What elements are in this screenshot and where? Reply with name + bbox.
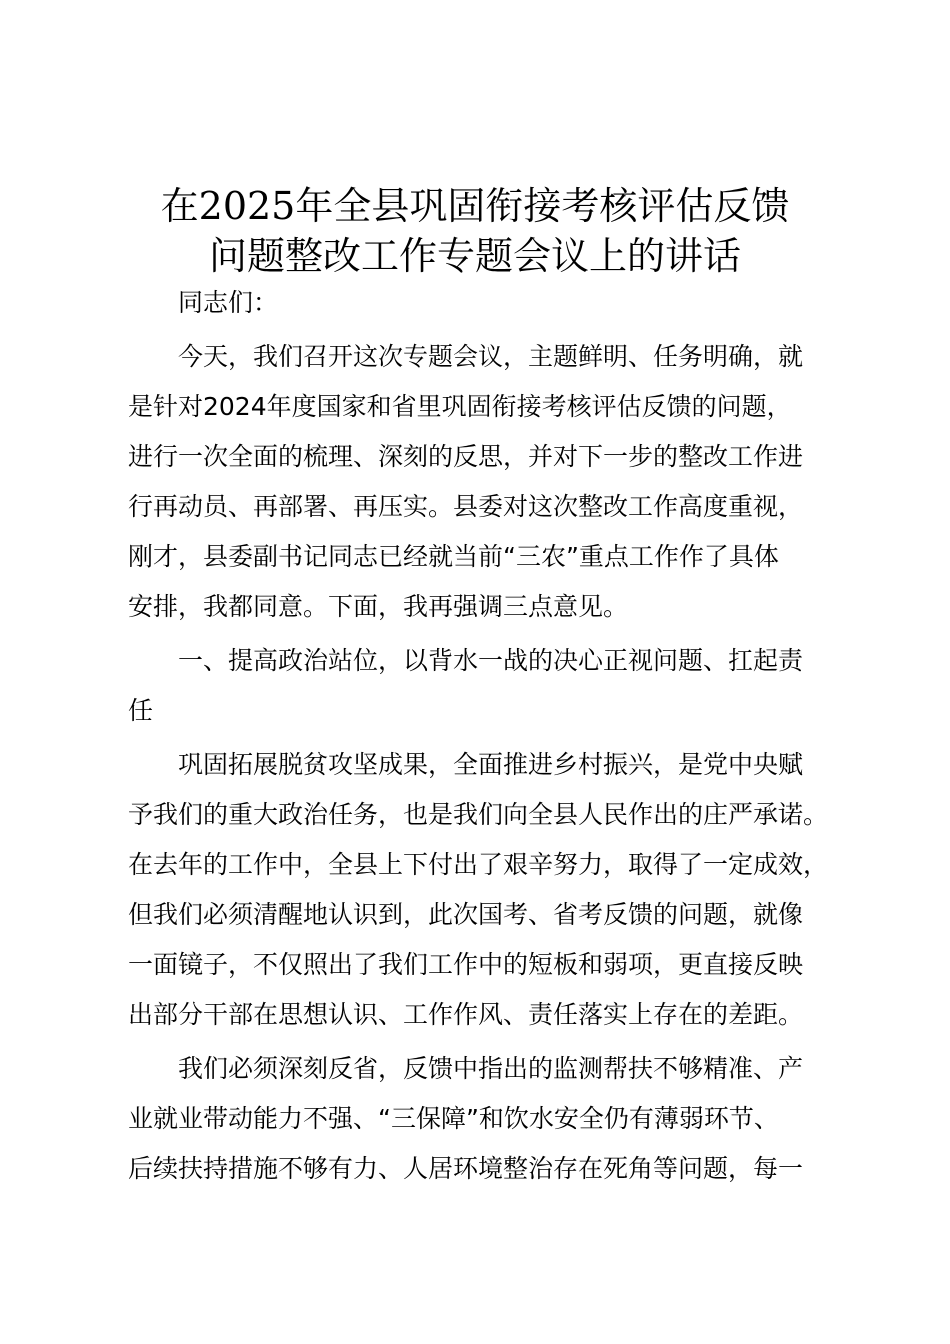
- paragraph-line: 我们必须深刻反省，反馈中指出的监测帮扶不够精准、产: [178, 1054, 804, 1083]
- section-heading-line: 任: [128, 696, 154, 725]
- paragraph-line: 今天，我们召开这次专题会议，主题鲜明、任务明确，就: [178, 342, 804, 371]
- document-title: [100, 181, 850, 281]
- paragraph-line: 予我们的重大政治任务，也是我们向全县人民作出的庄严承诺。: [128, 800, 829, 829]
- title-line: 问题整改工作专题会议上的讲话: [208, 234, 741, 278]
- greeting: 同志们：: [178, 288, 279, 317]
- paragraph-line: 安排，我都同意。下面，我再强调三点意见。: [128, 592, 629, 621]
- section-heading: [128, 636, 853, 736]
- paragraph-line: 行再动员、再部署、再压实。县委对这次整改工作高度重视，: [128, 492, 804, 521]
- document-body: [128, 278, 853, 1194]
- paragraph: [128, 332, 853, 632]
- paragraph-line: 后续扶持措施不够有力、人居环境整治存在死角等问题，每一: [128, 1154, 804, 1183]
- paragraph-line: 业就业带动能力不强、“三保障”和饮水安全仍有薄弱环节、: [128, 1104, 779, 1133]
- paragraph-line: 进行一次全面的梳理、深刻的反思，并对下一步的整改工作进: [128, 442, 804, 471]
- paragraph-line: 是针对2024年度国家和省里巩固衔接考核评估反馈的问题，: [128, 392, 792, 421]
- paragraph: [128, 1044, 853, 1194]
- section-heading-line: 一、提高政治站位，以背水一战的决心正视问题、扛起责: [178, 646, 804, 675]
- paragraph-line: 一面镜子，不仅照出了我们工作中的短板和弱项，更直接反映: [128, 950, 804, 979]
- paragraph-line: 巩固拓展脱贫攻坚成果，全面推进乡村振兴，是党中央赋: [178, 750, 804, 779]
- paragraph: [128, 740, 853, 1040]
- paragraph-line: 在去年的工作中，全县上下付出了艰辛努力，取得了一定成效，: [128, 850, 829, 879]
- title-line: 在2025年全县巩固衔接考核评估反馈: [160, 184, 790, 228]
- paragraph-line: 出部分干部在思想认识、工作作风、责任落实上存在的差距。: [128, 1000, 804, 1029]
- paragraph-line: 但我们必须清醒地认识到，此次国考、省考反馈的问题，就像: [128, 900, 804, 929]
- paragraph-line: 刚才，县委副书记同志已经就当前“三农”重点工作作了具体: [128, 542, 779, 571]
